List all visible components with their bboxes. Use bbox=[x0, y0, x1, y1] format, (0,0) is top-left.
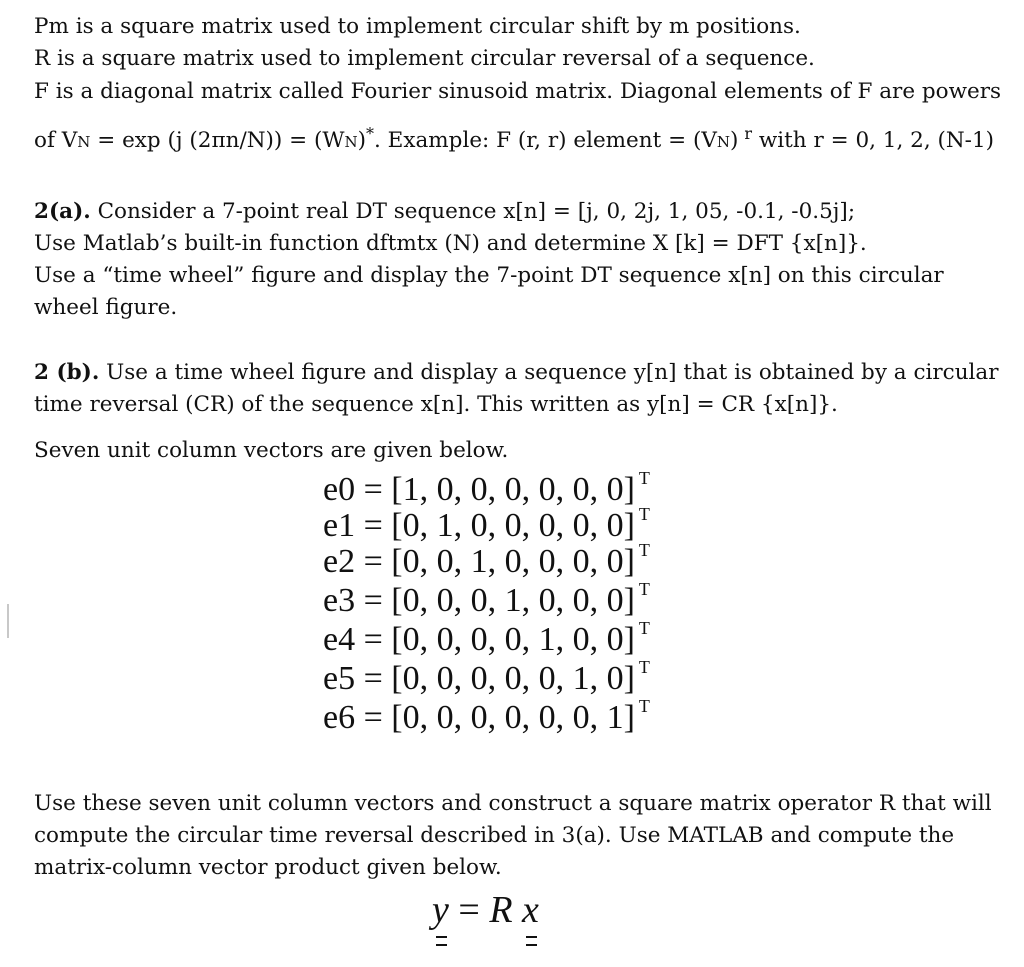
intro-line-3: F is a diagonal matrix called Fourier sinusoid matrix. Diagonal elements of F are powers bbox=[34, 79, 1002, 104]
closing-line-1: Use these seven unit column vectors and construct a square matrix operator R that will bbox=[34, 791, 992, 816]
unit-vector-e4: e4 = [0, 0, 0, 0, 1, 0, 0] $^T$ bbox=[323, 617, 650, 658]
unit-vector-e5: e5 = [0, 0, 0, 0, 0, 1, 0] $^T$ bbox=[323, 656, 650, 697]
part-a-line-2: Use Matlab’s built-in function dftmtx (N) and determine X [k] = DFT {x[n]}. bbox=[34, 231, 867, 256]
closing-line-2: compute the circular time reversal described in 3(a). Use MATLAB and compute the bbox=[34, 823, 955, 848]
part-a-label: 2(a). bbox=[34, 199, 91, 224]
part-b-line-1: 2 (b). Use a time wheel figure and display a sequence y[n] that is obtained by a circular bbox=[34, 360, 999, 385]
part-b-line-2: time reversal (CR) of the sequence x[n]. This written as y[n] = CR {x[n]}. bbox=[34, 392, 838, 417]
intro-line-1: Pm is a square matrix used to implement circular shift by m positions. bbox=[34, 14, 801, 39]
unit-vector-e3: e3 = [0, 0, 0, 1, 0, 0, 0] $^T$ bbox=[323, 578, 650, 619]
equation-y-vector: y bbox=[432, 889, 449, 931]
unit-vector-e0: e0 = [1, 0, 0, 0, 0, 0, 0] $^T$ bbox=[323, 467, 650, 508]
equation-x-vector: x bbox=[522, 889, 539, 931]
equation-y-equals-rx: y = R x bbox=[432, 889, 539, 931]
intro-line-2: R is a square matrix used to implement circular reversal of a sequence. bbox=[34, 46, 815, 71]
part-a-line-1: 2(a). Consider a 7-point real DT sequence x[n] = [j, 0, 2j, 1, 05, -0.1, -0.5j]; bbox=[34, 199, 856, 224]
part-a-line-4: wheel figure. bbox=[34, 295, 178, 320]
unit-vector-e6: e6 = [0, 0, 0, 0, 0, 0, 1] $^T$ bbox=[323, 695, 650, 736]
closing-line-3: matrix-column vector product given below. bbox=[34, 855, 502, 880]
equation-r-matrix: R bbox=[489, 889, 513, 931]
text-cursor bbox=[7, 604, 9, 638]
unit-vector-e1: e1 = [0, 1, 0, 0, 0, 0, 0] $^T$ bbox=[323, 503, 650, 544]
vectors-intro: Seven unit column vectors are given below. bbox=[34, 438, 509, 463]
unit-vector-e2: e2 = [0, 0, 1, 0, 0, 0, 0] $^T$ bbox=[323, 539, 650, 580]
part-a-line-3: Use a “time wheel” figure and display the 7-point DT sequence x[n] on this circular bbox=[34, 263, 944, 288]
part-b-label: 2 (b). bbox=[34, 360, 100, 385]
intro-line-4: of VN = exp (j (2πn/N)) = (WN)*. Example: F (r, r) element = (VN) $^r$ with r = 0, 1, 2, (N-1) bbox=[34, 123, 995, 153]
